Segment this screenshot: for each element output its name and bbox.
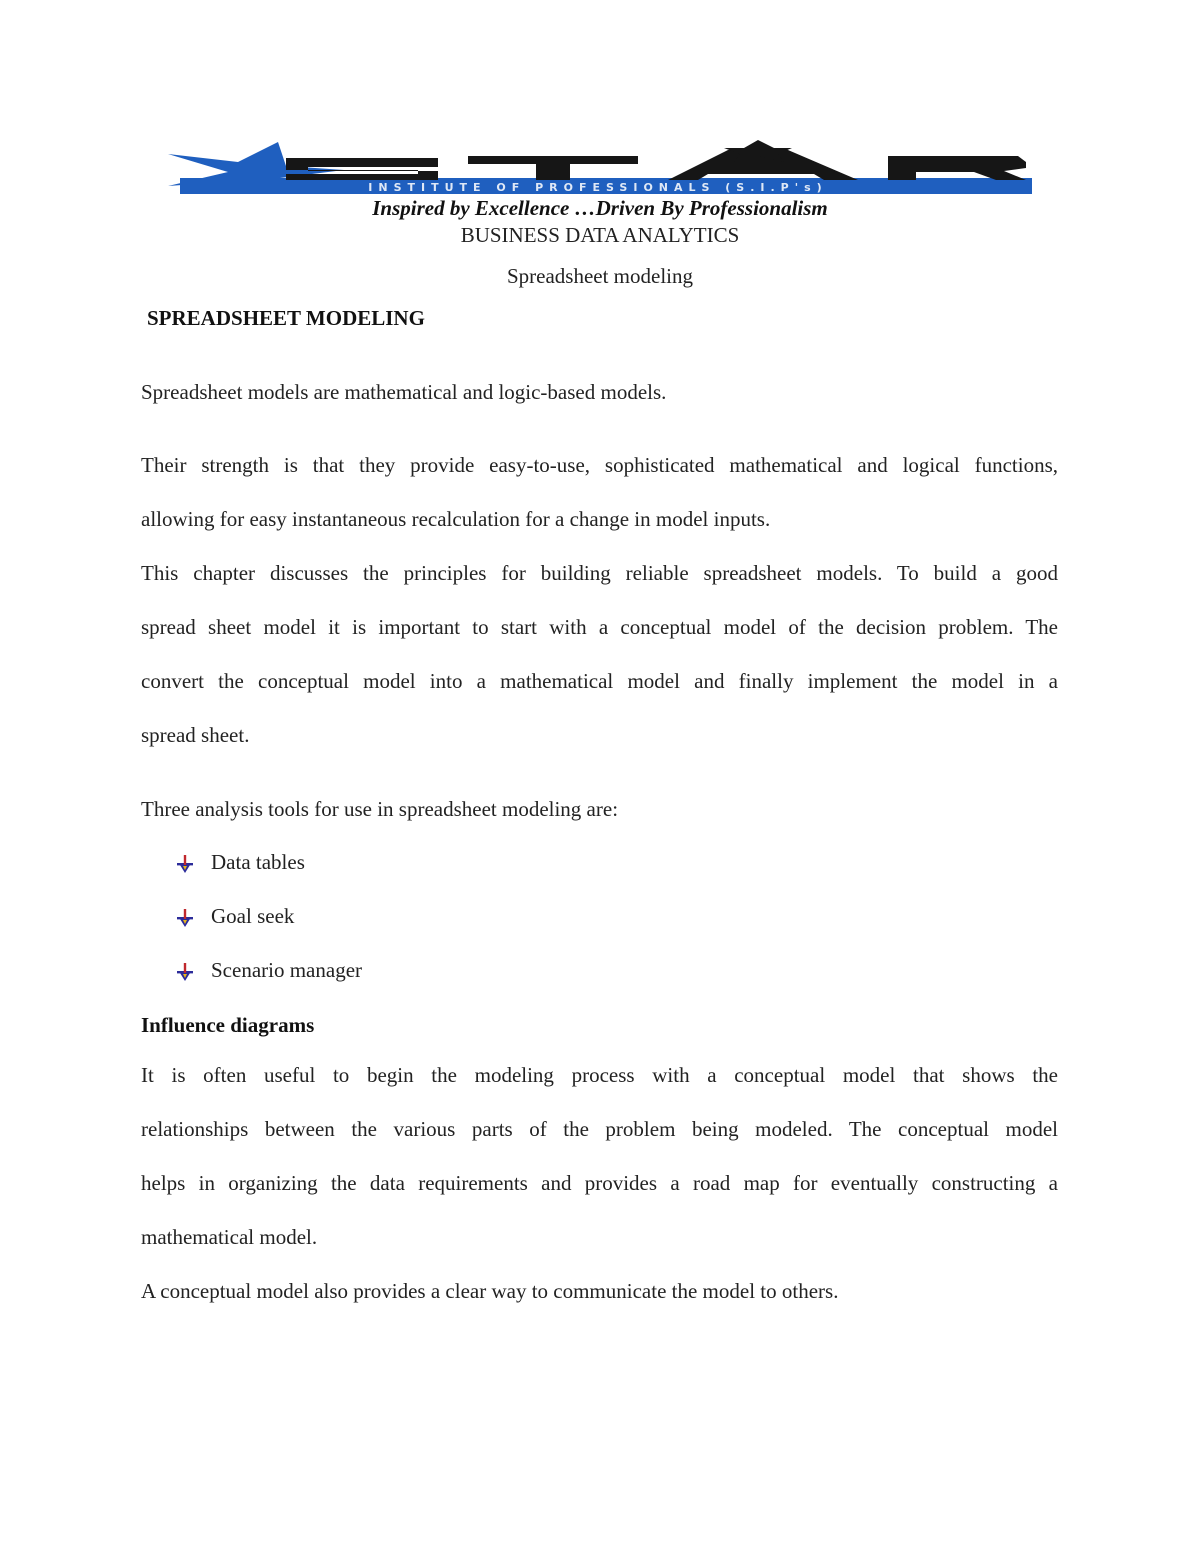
star-institute-logo [168, 140, 1036, 196]
paragraph: A conceptual model also provides a clear way to communicate the model to others. [141, 1279, 839, 1303]
arrow-down-bullet-icon [175, 962, 195, 982]
subject-title: BUSINESS DATA ANALYTICS [460, 223, 740, 247]
paragraph-line: convert the conceptual model into a mathematical model and finally implement the model in a [141, 669, 1058, 693]
paragraph-line: Their strength is that they provide easy-to-use, sophisticated mathematical and logical functions, [141, 453, 1058, 477]
section-heading-spreadsheet-modeling: SPREADSHEET MODELING [147, 306, 425, 330]
paragraph-line: allowing for easy instantaneous recalculation for a change in model inputs. [141, 507, 771, 531]
logo-subtext: INSTITUTE OF PROFESSIONALS (S.I.P's) [368, 181, 828, 194]
list-item-label: Scenario manager [211, 958, 363, 982]
paragraph-line: It is often useful to begin the modeling process with a conceptual model that shows the [141, 1063, 1058, 1087]
paragraph-line: spread sheet model it is important to start with a conceptual model of the decision problem. The [141, 615, 1058, 639]
list-item-label: Goal seek [211, 904, 295, 928]
tagline: Inspired by Excellence …Driven By Professionalism [372, 196, 828, 220]
paragraph-line: relationships between the various parts of the problem being modeled. The conceptual model [141, 1117, 1058, 1141]
topic-title: Spreadsheet modeling [506, 264, 694, 288]
paragraph-line: spread sheet. [141, 723, 250, 747]
arrow-down-bullet-icon [175, 854, 195, 874]
section-heading-influence-diagrams: Influence diagrams [141, 1013, 315, 1037]
paragraph: Three analysis tools for use in spreadsheet modeling are: [141, 797, 619, 821]
paragraph-line: mathematical model. [141, 1225, 318, 1249]
list-item-label: Data tables [211, 850, 305, 874]
paragraph-line: helps in organizing the data requirements and provides a road map for eventually constructing a [141, 1171, 1058, 1195]
paragraph: Spreadsheet models are mathematical and logic-based models. [141, 380, 667, 404]
paragraph-line: This chapter discusses the principles for building reliable spreadsheet models. To build a good [141, 561, 1058, 585]
arrow-down-bullet-icon [175, 908, 195, 928]
